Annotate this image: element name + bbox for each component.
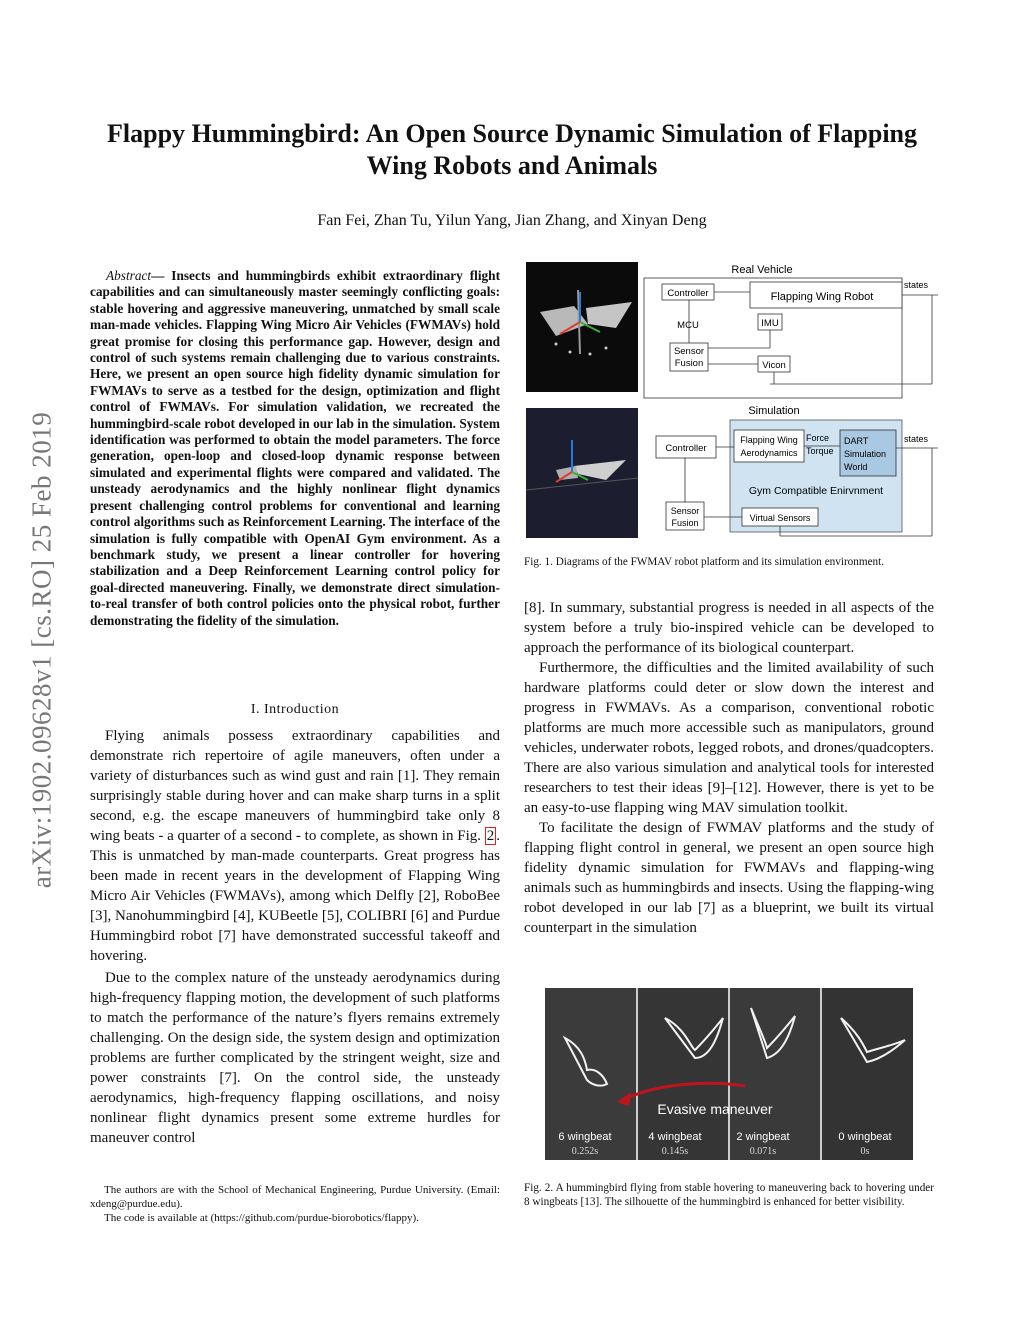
right-column — [524, 598, 934, 938]
sim-states-label: states — [904, 434, 929, 444]
frame-3-wingbeat: 2 wingbeat — [736, 1131, 790, 1143]
flapping-wing-robot-label: Flapping Wing Robot — [770, 291, 874, 303]
sim-sensor-label: Sensor — [670, 506, 700, 516]
frame-1-wingbeat: 6 wingbeat — [558, 1131, 612, 1143]
fig1-block-diagram — [642, 258, 942, 538]
real-states-label: states — [904, 280, 929, 290]
intro-left-column — [90, 726, 500, 1148]
abstract-text: — Insects and hummingbirds exhibit extraordinary flight capabilities and can simultaneously master seemingly conflicting goals: stable hovering and aggressive maneuvering, unmatched by small scale man-made vehicles. Flapping Wing Micro Air Vehicles (FWMAVs) hold great promise for closing this performance gap. However, design and control of such systems remain challenging due to various constraints. Here, we present an open source high fidelity dynamic simulation for FWMAVs to serve as a testbed for the design, optimization and flight control of FWMAVs. For simulation validation, we recreated the hummingbird-scale robot developed in our lab in the simulation. System identification was performed to obtain the model parameters. The force generation, open-loop and closed-loop dynamic response between simulated and experimental flights were compared and validated. The unsteady aerodynamics and the highly nonlinear flight dynamics present challenging control problems for conventional and learning control algorithms such as Reinforcement Learning. The interface of the simulation is fully compatible with OpenAI Gym environment. As a benchmark study, we present a linear controller for hovering stabilization and a Deep Reinforcement Learning control policy for goal-directed maneuvering. Finally, we demonstrate direct simulation-to-real transfer of both control policies onto the physical robot, further demonstrating the fidelity of the simulation. — [90, 268, 500, 628]
dart-world-label: World — [844, 462, 868, 472]
torque-label: Torque — [806, 446, 834, 456]
right-paragraph-1: [8]. In summary, substantial progress is needed in all aspects of the system before a truly bio-inspired vehicle can be developed to approach the performance of its biological counterpart. — [524, 600, 934, 656]
mcu-label: MCU — [677, 320, 699, 331]
sim-render-graphic — [526, 408, 638, 538]
aero-line2: Aerodynamics — [740, 448, 798, 458]
frame-2-wingbeat: 4 wingbeat — [648, 1131, 702, 1143]
real-fusion-label: Fusion — [674, 358, 704, 369]
footnote-code: The code is available at (https://github.com/purdue-biorobotics/flappy). — [104, 1212, 419, 1224]
dart-sim-label: Simulation — [844, 449, 887, 459]
intro-p1-part-a: Flying animals possess extraordinary capabilities and demonstrate rich repertoire of agile maneuvers, often under a variety of disturbances such as wind gust and rain [1]. They remain surprisingly stable during hover and can make sharp turns in a split second, e.g. the escape maneuvers of hummingbird take only 8 wing beats - a quarter of a second - to complete, as shown in Fig. — [90, 728, 500, 844]
label-real-vehicle: Real Vehicle — [731, 264, 793, 276]
robot-photo-graphic — [526, 262, 638, 392]
intro-p1-part-b: . This is unmatched by man-made counterparts. Great progress has been made in recent years in the development of Flapping Wing Micro Air Vehicles (FWMAVs), among which Delfly [2], RoboBee [3], Nanohummingbird [4], KUBeetle [5], COLIBRI [6] and Purdue Hummingbird robot [7] have demonstrated successful takeoff and hovering. — [90, 828, 500, 964]
intro-paragraph-2: Due to the complex nature of the unsteady aerodynamics during high-frequency flapping motion, the development of such platforms to match the performance of the nature’s flyers remains extremely challenging. On the design side, the system design and optimization problems are further complicated by the stringent weight, size and power constraints [7]. On the control side, the unsteady aerodynamics, high-frequency flapping oscillations, and noisy nonlinear flight dynamics present some extreme hurdles for maneuver control — [90, 970, 500, 1146]
fig1-robot-photo — [526, 262, 638, 392]
paper-authors: Fan Fei, Zhan Tu, Yilun Yang, Jian Zhang, and Xinyan Deng — [317, 212, 707, 229]
frame-1-time: 0.252s — [571, 1146, 599, 1157]
fig2-reference-link[interactable]: 2 — [486, 828, 495, 844]
frame-4-wingbeat: 0 wingbeat — [838, 1131, 892, 1143]
right-paragraph-2: Furthermore, the difficulties and the limited availability of such hardware platforms could deter or slow down the interest and progress in FWMAVs. As a comparison, conventional robotic platforms are much more accessible such as manipulators, ground vehicles, underwater robots, legged robots, and drones/quadcopters. There are also various simulation and analytical tools for interested researchers to test their ideas [9]–[12]. However, there is yet to be an easy-to-use flapping wing MAV simulation toolkit. — [524, 660, 934, 816]
frame-2-time: 0.145s — [661, 1146, 689, 1157]
footnote-affiliation: The authors are with the School of Mechanical Engineering, Purdue University. (Email: xdeng@purdue.edu). — [90, 1184, 500, 1210]
section-heading: I. Introduction — [250, 702, 340, 717]
label-simulation: Simulation — [748, 405, 800, 417]
fig1-sim-render — [526, 408, 638, 538]
abstract-label: Abstract — [106, 268, 152, 283]
arxiv-side-label — [22, 350, 62, 950]
gym-env-label: Gym Compatible Enirvnment — [748, 485, 884, 497]
real-sensor-label: Sensor — [673, 346, 705, 357]
paper-title: Flappy Hummingbird: An Open Source Dynamic Simulation of Flapping Wing Robots and Animals — [107, 119, 917, 180]
real-controller-label: Controller — [667, 288, 709, 299]
abstract — [90, 268, 500, 629]
sim-fusion-label: Fusion — [671, 518, 699, 528]
fig2-caption: Fig. 2. A hummingbird flying from stable hovering to maneuvering back to hovering under 8 wingbeats [13]. The silhouette of the hummingbird is enhanced for better visibility. — [524, 1182, 934, 1208]
frame-4-time: 0s — [860, 1146, 870, 1157]
sim-controller-label: Controller — [665, 443, 707, 454]
intro-paragraph-1 — [90, 726, 500, 966]
frame-3-time: 0.071s — [749, 1146, 777, 1157]
fig2-graphic — [545, 988, 913, 1160]
imu-label: IMU — [761, 318, 779, 329]
aero-line1: Flapping Wing — [740, 435, 798, 445]
fig1-caption: Fig. 1. Diagrams of the FWMAV robot platform and its simulation environment. — [524, 556, 885, 568]
dart-label: DART — [844, 436, 869, 446]
virtual-sensors-label: Virtual Sensors — [749, 513, 811, 523]
force-label: Force — [806, 433, 830, 443]
right-paragraph-3: To facilitate the design of FWMAV platforms and the study of flapping flight control in general, we present an open source high fidelity dynamic simulation for FWMAVs and flapping-wing animals such as hummingbirds and insects. Using the flapping-wing robot developed in our lab [7] as a blueprint, we built its virtual counterpart in the simulation — [524, 820, 934, 936]
arxiv-id: arXiv:1902.09628v1 [cs.RO] 25 Feb 2019 — [26, 411, 57, 889]
fig2-photo — [545, 988, 913, 1160]
evasive-maneuver-label: Evasive maneuver — [657, 1101, 773, 1117]
vicon-label: Vicon — [762, 360, 786, 371]
footnotes — [90, 1183, 500, 1225]
